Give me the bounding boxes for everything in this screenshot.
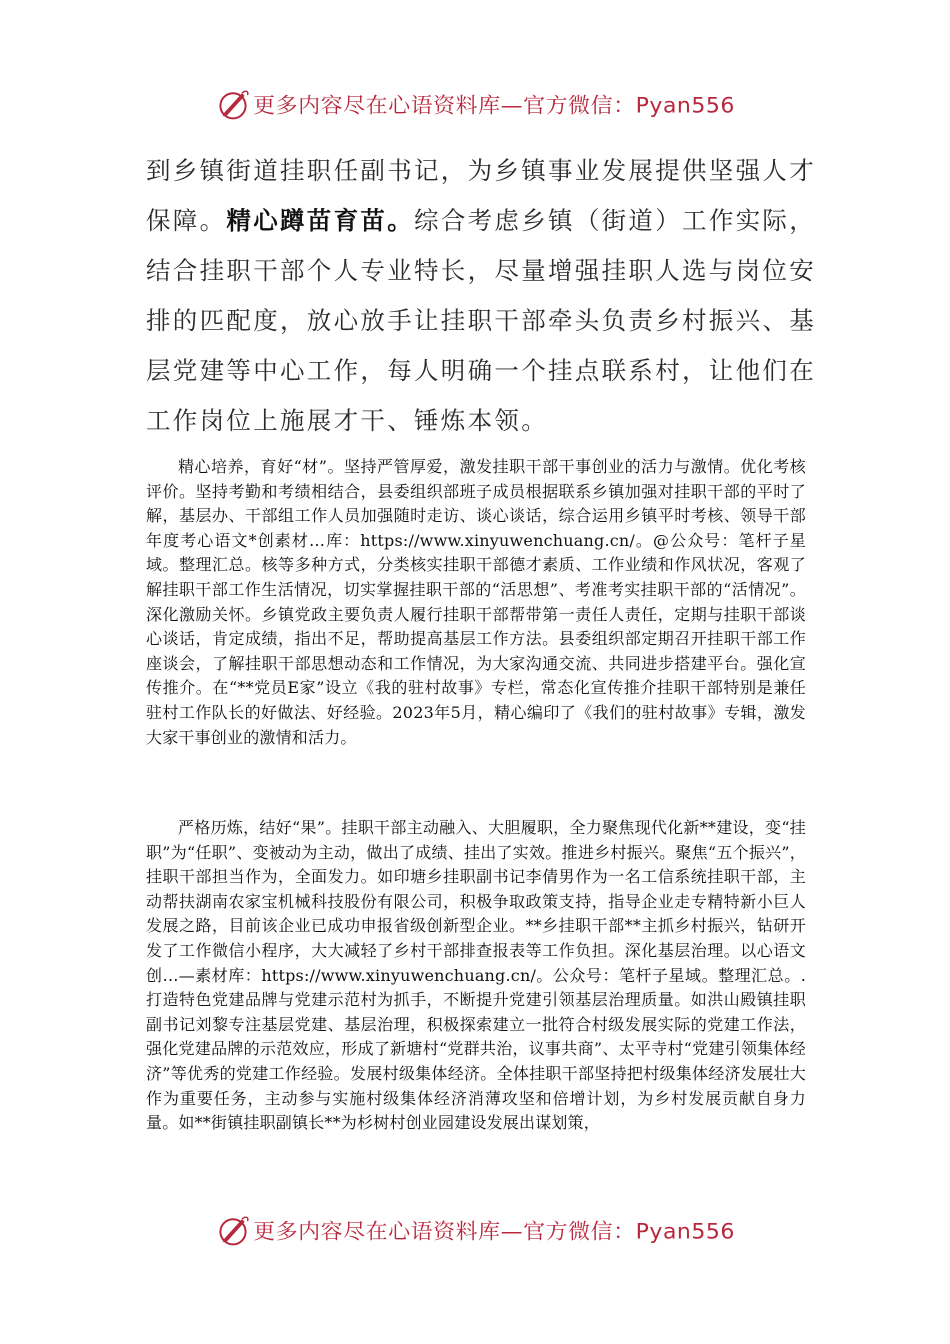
lead-paragraph <box>146 146 816 446</box>
quill-pen-logo-icon <box>215 86 251 122</box>
header-banner <box>0 82 950 126</box>
body-paragraph-1: 精心培养，育好“材”。坚持严管厚爱，激发挂职干部干事创业的活力与激情。优化考核评价。坚持考勤和考绩相结合，县委组织部班子成员根据联系乡镇加强对挂职干部的平时了解，基层办、干部组工作人员加强随时走访、谈心谈话，综合运用乡镇平时考核、领导干部年度考心语文*创素材…库：https://www.xinyuwenchuang.cn/。@公众号：笔杆子星域。整理汇总。核等多种方式，分类核实挂职干部德才素质、工作业绩和作风状况，客观了解挂职干部工作生活情况，切实掌握挂职干部的“活思想”、考准考实挂职干部的“活情况”。深化激励关怀。乡镇党政主要负责人履行挂职干部帮带第一责任人责任，定期与挂职干部谈心谈话，肯定成绩，指出不足，帮助提高基层工作方法。县委组织部定期召开挂职干部工作座谈会，了解挂职干部思想动态和工作情况，为大家沟通交流、共同进步搭建平台。强化宣传推介。在“**党员E家”设立《我的驻村故事》专栏，常态化宣传推介挂职干部特别是兼任驻村工作队长的好做法、好经验。2023年5月，精心编印了《我们的驻村故事》专辑，激发大家干事创业的激情和活力。 <box>146 457 806 747</box>
footer-banner-wechat: 官方微信：Pyan556 <box>523 1220 735 1244</box>
lead-text-before: 到乡镇街道挂职任副书记，为乡镇事业发展提供坚强人才保障。 <box>146 156 816 235</box>
lead-text-after: 综合考虑乡镇（街道）工作实际，结合挂职干部个人专业特长，尽量增强挂职人选与岗位安排的匹配度，放心放手让挂职干部牵头负责乡村振兴、基层党建等中心工作，每人明确一个挂点联系村，让他们在工作岗位上施展才干、锤炼本领。 <box>146 206 817 435</box>
body-paragraph-2: 严格历炼，结好“果”。挂职干部主动融入、大胆履职，全力聚焦现代化新**建设，变“挂职”为“任职”、变被动为主动，做出了成绩、挂出了实效。推进乡村振兴。聚焦“五个振兴”，挂职干部担当作为，全面发力。如印塘乡挂职副书记李倩男作为一名工信系统挂职干部，主动帮扶湖南农家宝机械科技股份有限公司，积极争取政策支持，指导企业走专精特新小巨人发展之路，目前该企业已成功申报省级创新型企业。**乡挂职干部**主抓乡村振兴，钻研开发了工作微信小程序，大大减轻了乡村干部排查报表等工作负担。深化基层治理。以心语文创…—素材库：https://www.xinyuwenchuang.cn/。公众号：笔杆子星域。整理汇总。.打造特色党建品牌与党建示范村为抓手，不断提升党建引领基层治理质量。如洪山殿镇挂职副书记刘黎专注基层党建、基层治理，积极探索建立一批符合村级发展实际的党建工作法，强化党建品牌的示范效应，形成了新塘村“党群共治，议事共商”、太平寺村“党建引领集体经济”等优秀的党建工作经验。发展村级集体经济。全体挂职干部坚持把村级集体经济发展壮大作为重要任务，主动参与实施村级集体经济消薄攻坚和倍增计划，为乡村发展贡献自身力量。如**街镇挂职副镇长**为杉树村创业园建设发展出谋划策， <box>146 818 806 1133</box>
banner-separator: — <box>500 94 524 118</box>
banner-text: 更多内容尽在心语资料库 <box>253 94 501 118</box>
footer-banner-separator: — <box>500 1220 524 1244</box>
footer-banner <box>0 1208 950 1252</box>
lead-bold-heading: 精心蹲苗育苗。 <box>226 206 415 235</box>
quill-pen-logo-icon <box>215 1212 251 1248</box>
footer-banner-text: 更多内容尽在心语资料库 <box>253 1220 501 1244</box>
banner-wechat: 官方微信：Pyan556 <box>523 94 735 118</box>
